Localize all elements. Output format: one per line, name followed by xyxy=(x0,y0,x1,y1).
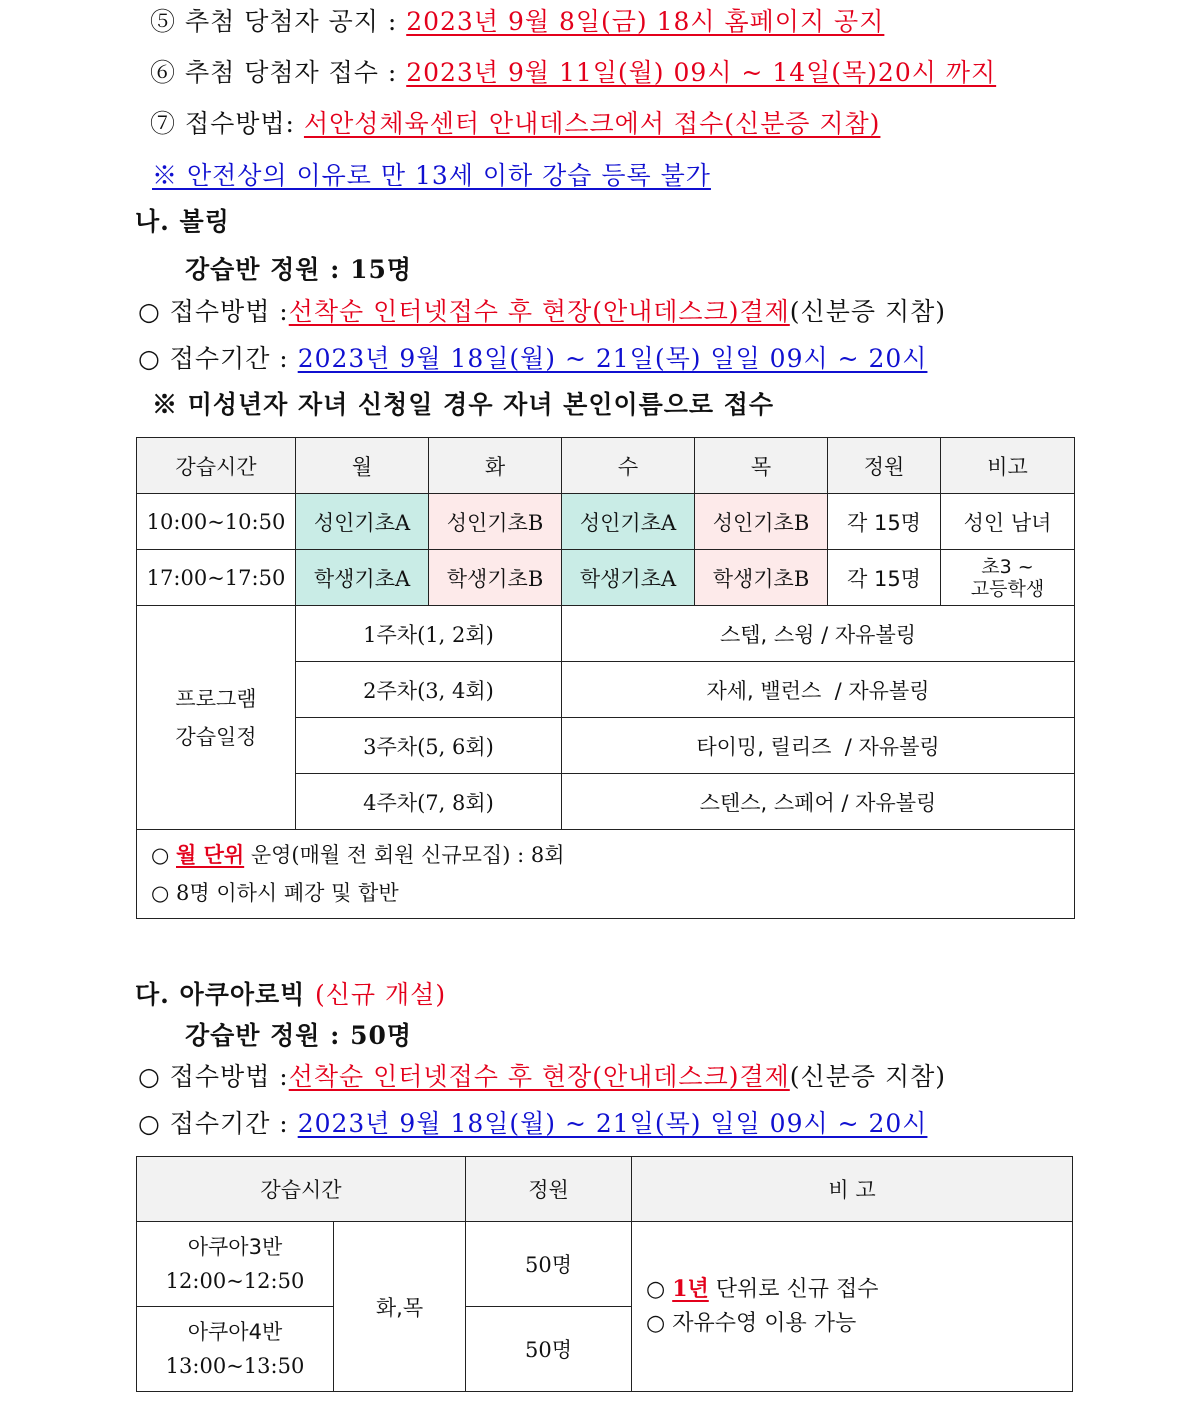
age-warning: ※ 안전상의 이유로 만 13세 이하 강습 등록 불가 xyxy=(152,161,711,190)
col-header-mon: 월 xyxy=(296,438,429,494)
bowling-schedule-table xyxy=(136,437,1075,919)
lottery-receipt-line xyxy=(150,53,996,89)
program-content-cell: 스텝, 스윙 / 자유볼링 xyxy=(562,606,1075,662)
aqua-method-suffix: (신분증 지참) xyxy=(789,1062,947,1091)
bowling-minor-note: ※ 미성년자 자녀 신청일 경우 자녀 본인이름으로 접수 xyxy=(152,390,775,419)
aqua-class4-name: 아쿠아4반 xyxy=(187,1320,283,1344)
bowling-period-label: ○ 접수기간 : xyxy=(138,344,289,373)
aqua-method-line xyxy=(138,1057,946,1093)
lottery-method-label: ⑦ 접수방법: xyxy=(150,109,295,138)
bowling-heading: 나. 볼링 xyxy=(135,207,230,236)
aqua-cap3-cell: 50명 xyxy=(466,1222,632,1307)
class-cell: 성인기초B xyxy=(695,494,828,550)
program-content-cell: 스텐스, 스페어 / 자유볼링 xyxy=(562,774,1075,830)
aqua-cap4-cell: 50명 xyxy=(466,1307,632,1392)
class-cell: 성인기초A xyxy=(296,494,429,550)
program-content-cell: 타이밍, 릴리즈 / 자유볼링 xyxy=(562,718,1075,774)
capacity-cell: 각 15명 xyxy=(828,550,941,606)
note-text: 운영(매월 전 회원 신규모집) : 8회 xyxy=(244,843,565,867)
note-bullet: ○ xyxy=(151,843,176,867)
aqua-schedule-table xyxy=(136,1156,1073,1392)
lottery-receipt-label: ⑥ 추첨 당첨자 접수 : xyxy=(150,58,398,87)
table-row xyxy=(137,550,1075,606)
bowling-method-value: 선착순 인터넷접수 후 현장(안내데스크)결제 xyxy=(288,297,790,326)
lottery-notice-line xyxy=(150,2,884,38)
aqua-method-value: 선착순 인터넷접수 후 현장(안내데스크)결제 xyxy=(288,1062,790,1091)
class-cell: 학생기초B xyxy=(429,550,562,606)
aqua-period-label: ○ 접수기간 : xyxy=(138,1109,289,1138)
aqua-heading: 다. 아쿠아로빅 xyxy=(135,980,306,1009)
aqua-class3-cell xyxy=(137,1222,334,1307)
aqua-period-value: 2023년 9월 18일(월) ~ 21일(목) 일일 09시 ~ 20시 xyxy=(297,1109,928,1138)
aqua-heading-line xyxy=(135,975,446,1011)
col-header-wed: 수 xyxy=(562,438,695,494)
aqua-notes-cell xyxy=(632,1222,1073,1392)
aqua-method-label: ○ 접수방법 : xyxy=(138,1062,289,1091)
aqua-class3-time: 12:00~12:50 xyxy=(165,1269,305,1293)
aqua-col-header-time: 강습시간 xyxy=(137,1157,466,1222)
bowling-note-1 xyxy=(151,836,1060,874)
aqua-days-cell: 화,목 xyxy=(334,1222,466,1392)
class-cell: 학생기초A xyxy=(562,550,695,606)
aqua-note-2: ○ 자유수영 이용 가능 xyxy=(646,1311,857,1336)
lottery-notice-value: 2023년 9월 8일(금) 18시 홈페이지 공지 xyxy=(406,7,885,36)
remark-cell: 초3 ~ 고등학생 xyxy=(941,550,1075,606)
class-cell: 학생기초A xyxy=(296,550,429,606)
program-week-cell: 3주차(5, 6회) xyxy=(296,718,562,774)
bowling-header-row xyxy=(137,438,1075,494)
bowling-period-value: 2023년 9월 18일(월) ~ 21일(목) 일일 09시 ~ 20시 xyxy=(297,344,928,373)
col-header-time: 강습시간 xyxy=(137,438,296,494)
time-cell: 17:00~17:50 xyxy=(137,550,296,606)
class-cell: 성인기초B xyxy=(429,494,562,550)
aqua-header-row xyxy=(137,1157,1073,1222)
remark-cell: 성인 남녀 xyxy=(941,494,1075,550)
program-label-cell xyxy=(137,606,296,830)
aqua-capacity: 강습반 정원 : 50명 xyxy=(185,1021,413,1050)
class-cell: 성인기초A xyxy=(562,494,695,550)
program-week-cell: 1주차(1, 2회) xyxy=(296,606,562,662)
col-header-thu: 목 xyxy=(695,438,828,494)
bowling-note-2: ○ 8명 이하시 폐강 및 합반 xyxy=(151,881,399,905)
time-cell: 10:00~10:50 xyxy=(137,494,296,550)
bowling-period-line xyxy=(138,339,927,375)
aqua-col-header-remark: 비 고 xyxy=(632,1157,1073,1222)
program-week-cell: 2주차(3, 4회) xyxy=(296,662,562,718)
col-header-tue: 화 xyxy=(429,438,562,494)
bowling-capacity: 강습반 정원 : 15명 xyxy=(185,255,413,284)
class-cell: 학생기초B xyxy=(695,550,828,606)
lottery-method-value: 서안성체육센터 안내데스크에서 접수(신분증 지참) xyxy=(303,109,881,138)
aqua-period-line xyxy=(138,1104,927,1140)
aqua-class3-name: 아쿠아3반 xyxy=(187,1235,283,1259)
note-text: 단위로 신규 접수 xyxy=(708,1277,879,1302)
program-row xyxy=(137,606,1075,662)
note-bullet: ○ xyxy=(646,1277,673,1302)
col-header-remark: 비고 xyxy=(941,438,1075,494)
note-highlight: 1년 xyxy=(672,1276,709,1302)
bowling-method-line xyxy=(138,292,946,328)
notes-row xyxy=(137,830,1075,919)
program-label-1: 프로그램 xyxy=(175,686,257,711)
aqua-class4-time: 13:00~13:50 xyxy=(165,1354,305,1378)
table-row xyxy=(137,1222,1073,1307)
capacity-cell: 각 15명 xyxy=(828,494,941,550)
program-week-cell: 4주차(7, 8회) xyxy=(296,774,562,830)
lottery-method-line xyxy=(150,104,880,140)
aqua-class4-cell xyxy=(137,1307,334,1392)
aqua-col-header-capacity: 정원 xyxy=(466,1157,632,1222)
bowling-method-label: ○ 접수방법 : xyxy=(138,297,289,326)
program-label-2: 강습일정 xyxy=(175,724,257,749)
note-highlight: 월 단위 xyxy=(176,842,245,867)
aqua-heading-new: (신규 개설) xyxy=(315,980,447,1009)
table-row xyxy=(137,494,1075,550)
aqua-note-1 xyxy=(646,1272,1058,1307)
bowling-notes-cell xyxy=(137,830,1075,919)
lottery-notice-label: ⑤ 추첨 당첨자 공지 : xyxy=(150,7,398,36)
bowling-method-suffix: (신분증 지참) xyxy=(789,297,947,326)
program-content-cell: 자세, 밸런스 / 자유볼링 xyxy=(562,662,1075,718)
lottery-receipt-value: 2023년 9월 11일(월) 09시 ~ 14일(목)20시 까지 xyxy=(406,58,997,87)
col-header-capacity: 정원 xyxy=(828,438,941,494)
